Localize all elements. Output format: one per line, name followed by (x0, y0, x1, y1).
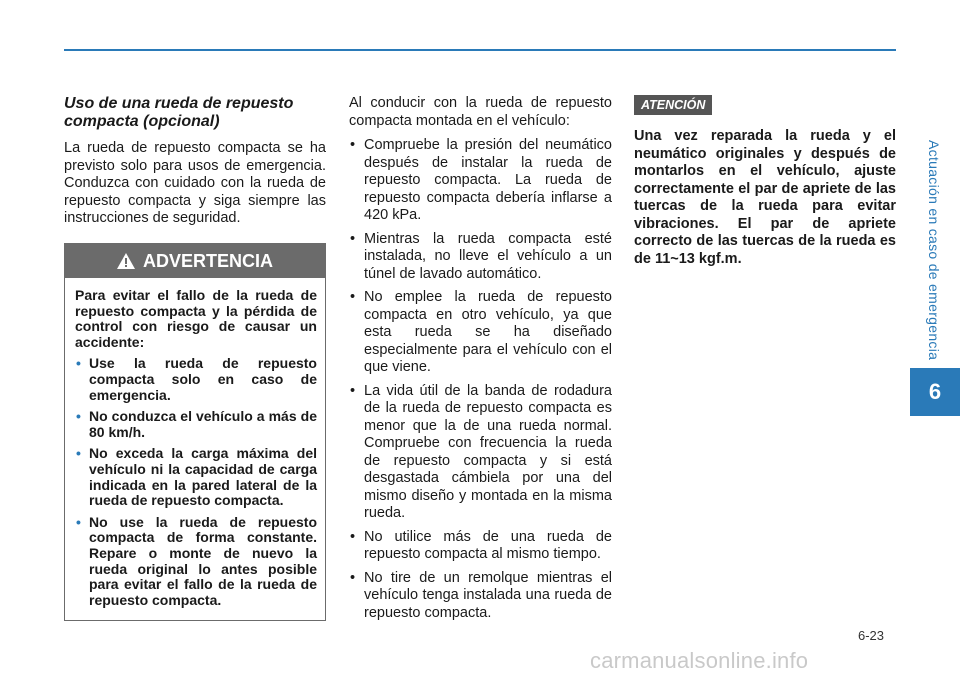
bullet-dot-icon: • (350, 569, 356, 586)
bullet-dot-icon: • (350, 528, 356, 545)
warning-list (75, 356, 317, 608)
column-middle (349, 95, 612, 628)
bullet-dot-icon: • (76, 408, 81, 425)
top-rule (64, 49, 896, 51)
warning-body (65, 278, 325, 608)
bullet-dot-icon: • (350, 289, 356, 305)
warning-item (75, 409, 317, 440)
warning-item-text: No conduzca el vehículo a más de 80 km/h. (89, 408, 317, 440)
list-item (349, 383, 612, 523)
column-right (634, 95, 896, 268)
bullet-dot-icon: • (350, 137, 356, 153)
bullet-dot-icon: • (76, 445, 81, 462)
section-intro-text: La rueda de repuesto compacta se ha previsto solo para usos de emergencia. Conduzca con cuidado con la rueda de repuesto compacta y siga siempre las instrucciones de seguridad. (64, 140, 326, 226)
list-item-text: No tire de un remolque mientras el vehículo tenga instalada una rueda de repuesto compacta. (364, 569, 612, 621)
warning-triangle-icon (117, 253, 135, 269)
list-item-text: Compruebe la presión del neumático después de instalar la rueda de repuesto compacta. La rueda de repuesto compacta debería inflarse a 420 kPa. (364, 137, 612, 223)
section-title-line2: compacta (opcional) (64, 113, 220, 130)
list-item-text: No emplee la rueda de repuesto compacta en otro vehículo, ya que esta rueda se ha diseñado especialmente para el vehículo con el que viene. (364, 289, 612, 375)
compact-wheel-intro: Al conducir con la rueda de repuesto compacta montada en el vehículo: (349, 95, 612, 129)
warning-intro: Para evitar el fallo de la rueda de repuesto compacta y la pérdida de control con riesgo de causar un accidente: (75, 287, 317, 350)
list-item (349, 289, 612, 377)
list-item (349, 137, 612, 225)
list-item-text: La vida útil de la banda de rodadura de la rueda de repuesto compacta es menor que la de una rueda normal. Compruebe con frecuencia la rueda de repuesto compacta y si está desgastada cámbiela por una del mismo diseño y montada en la misma rueda. (364, 382, 612, 521)
list-item (349, 570, 612, 623)
warning-header (65, 244, 325, 278)
bullet-dot-icon: • (76, 355, 81, 372)
bullet-dot-icon: • (350, 382, 356, 399)
precaution-list (349, 137, 612, 622)
watermark-text: carmanualsonline.info (590, 648, 809, 673)
bullet-dot-icon: • (350, 230, 356, 247)
list-item-text: No utilice más de una rueda de repuesto compacta al mismo tiempo. (364, 528, 612, 562)
warning-item (75, 446, 317, 508)
chapter-number-tab: 6 (910, 368, 960, 416)
warning-item-text: No exceda la carga máxima del vehículo ni la capacidad de carga indicada en la pared lateral de la rueda de repuesto compacta. (89, 445, 317, 509)
warning-item (75, 356, 317, 403)
list-item (349, 231, 612, 284)
warning-item-text: Use la rueda de repuesto compacta solo en caso de emergencia. (89, 355, 317, 403)
chapter-side-label: Actuación en caso de emergencia (926, 140, 942, 361)
attention-text: Una vez reparada la rueda y el neumático originales y después de montarlos en el vehículo, ajuste correctamente el par de apriete de las tuercas de la rueda para evitar vibraciones. El par de apriete correcto de las tuercas de la rueda es de 11~13 kgf.m. (634, 128, 896, 267)
warning-item-text: No use la rueda de repuesto compacta de forma constante. Repare o monte de nuevo la rueda original lo antes posible para evitar el fallo de la rueda de repuesto compacta. (89, 513, 317, 608)
warning-header-label: ADVERTENCIA (142, 250, 273, 271)
section-title-line1: Uso de una rueda de repuesto (64, 95, 294, 112)
column-left (64, 95, 326, 228)
page-number: 6-23 (858, 628, 885, 643)
bullet-dot-icon: • (76, 513, 81, 530)
list-item (349, 529, 612, 564)
warning-box (64, 243, 326, 621)
section-title (64, 95, 326, 131)
list-item-text: Mientras la rueda compacta esté instalada, no lleve el vehículo a un túnel de lavado automático. (364, 230, 612, 282)
warning-item (75, 515, 317, 609)
attention-label: ATENCIÓN (634, 95, 712, 115)
